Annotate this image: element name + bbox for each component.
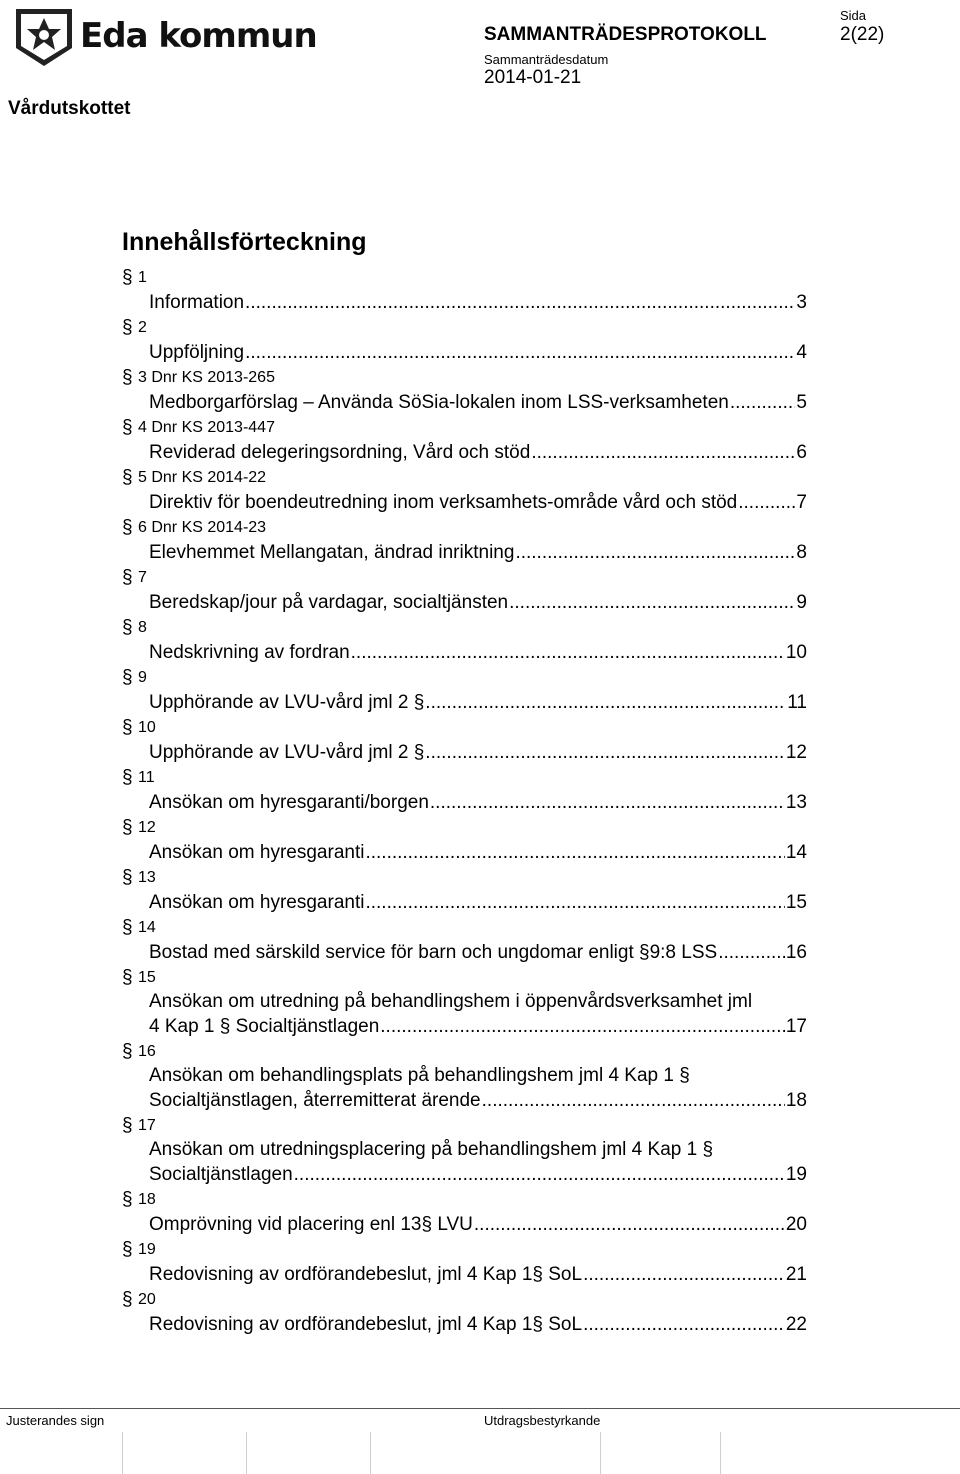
toc-entry-title: Ansökan om hyresgaranti <box>149 892 365 913</box>
dot-leader <box>351 640 785 666</box>
section-symbol: § <box>122 567 133 588</box>
toc-entry[interactable] <box>122 616 807 666</box>
toc-entry[interactable] <box>122 266 807 316</box>
dot-leader <box>509 590 795 616</box>
signature-box <box>246 1432 247 1474</box>
signature-box <box>122 1432 123 1474</box>
toc-entry[interactable] <box>122 1238 807 1288</box>
toc-entry[interactable] <box>122 866 807 916</box>
toc-entry-number <box>122 516 807 540</box>
toc-entry[interactable] <box>122 466 807 516</box>
section-symbol: § <box>122 617 133 638</box>
toc-entry-number <box>122 466 807 490</box>
entry-number-text: 11 <box>138 769 155 786</box>
toc-entry[interactable] <box>122 316 807 366</box>
toc-entry-line <box>149 1014 807 1040</box>
toc-entry-number <box>122 316 807 340</box>
toc-entry-line <box>149 1162 807 1188</box>
dot-leader <box>474 1212 785 1238</box>
toc-entry[interactable] <box>122 1114 807 1188</box>
toc-entry-number <box>122 1238 807 1262</box>
dot-leader <box>425 690 786 716</box>
section-symbol: § <box>122 467 133 488</box>
toc-entry-page: 18 <box>785 1090 807 1111</box>
brand-name: Eda kommun <box>80 16 317 56</box>
toc-entry-number <box>122 966 807 990</box>
toc-entry-title-line: Ansökan om utredningsplacering på behandlingshem jml 4 Kap 1 § <box>149 1139 714 1160</box>
toc-entry-page: 15 <box>785 892 807 913</box>
section-symbol: § <box>122 717 133 738</box>
toc-entry-title: Bostad med särskild service för barn och ungdomar enligt §9:8 LSS <box>149 942 718 963</box>
toc-entry-line <box>149 690 807 716</box>
table-of-contents <box>122 266 807 1338</box>
section-symbol: § <box>122 767 133 788</box>
toc-entry-line <box>149 390 807 416</box>
toc-entry-title-line: Ansökan om behandlingsplats på behandlingshem jml 4 Kap 1 § <box>149 1065 690 1086</box>
entry-number-text: 20 <box>138 1291 156 1308</box>
toc-entry-number <box>122 366 807 390</box>
section-symbol: § <box>122 517 133 538</box>
section-symbol: § <box>122 1115 133 1136</box>
dot-leader <box>245 340 795 366</box>
entry-number-text: 1 <box>138 269 147 286</box>
toc-entry-title: Information <box>149 292 245 313</box>
toc-entry-line <box>149 640 807 666</box>
dot-leader <box>730 390 796 416</box>
toc-entry-number <box>122 816 807 840</box>
toc-entry-number <box>122 1114 807 1138</box>
toc-entry[interactable] <box>122 916 807 966</box>
toc-entry[interactable] <box>122 666 807 716</box>
toc-entry-line <box>149 740 807 766</box>
entry-number-text: 8 <box>138 619 147 636</box>
dot-leader <box>425 740 785 766</box>
entry-number-text: 17 <box>138 1117 156 1134</box>
toc-entry-line <box>149 940 807 966</box>
toc-entry-page: 12 <box>785 742 807 763</box>
section-symbol: § <box>122 817 133 838</box>
toc-entry-line <box>149 1212 807 1238</box>
section-symbol: § <box>122 417 133 438</box>
toc-entry-line <box>149 1312 807 1338</box>
toc-entry-line <box>149 790 807 816</box>
footer-divider <box>0 1408 960 1409</box>
entry-number-text: 18 <box>138 1191 156 1208</box>
toc-entry-title: Redovisning av ordförandebeslut, jml 4 Kap 1§ SoL <box>149 1264 583 1285</box>
section-symbol: § <box>122 1289 133 1310</box>
toc-entry-title: Direktiv för boendeutredning inom verksamhets-område vård och stöd <box>149 492 738 513</box>
footer-sign-label: Justerandes sign <box>6 1413 105 1428</box>
toc-entry-line <box>149 840 807 866</box>
toc-entry[interactable] <box>122 766 807 816</box>
signature-box <box>370 1432 371 1474</box>
toc-entry-title: Beredskap/jour på vardagar, socialtjänsten <box>149 592 509 613</box>
toc-entry-number <box>122 1188 807 1212</box>
toc-entry-page: 13 <box>785 792 807 813</box>
toc-entry-line <box>149 1262 807 1288</box>
toc-entry-page: 9 <box>796 592 807 613</box>
entry-number-text: 16 <box>138 1043 156 1060</box>
entry-number-text: 9 <box>138 669 147 686</box>
toc-entry-line <box>149 290 807 316</box>
toc-entry-page: 19 <box>785 1164 807 1185</box>
toc-entry-number <box>122 666 807 690</box>
toc-entry-title: 4 Kap 1 § Socialtjänstlagen <box>149 1016 380 1037</box>
section-symbol: § <box>122 667 133 688</box>
toc-entry-line <box>149 440 807 466</box>
entry-number-text: 12 <box>138 819 156 836</box>
toc-entry-title: Uppföljning <box>149 342 245 363</box>
dot-leader <box>531 440 795 466</box>
toc-entry-page: 8 <box>796 542 807 563</box>
toc-entry-page: 3 <box>796 292 807 313</box>
toc-entry-title: Upphörande av LVU-vård jml 2 § <box>149 692 425 713</box>
toc-entry-title: Omprövning vid placering enl 13§ LVU <box>149 1214 473 1235</box>
entry-number-text: 15 <box>138 969 156 986</box>
entry-number-text: 6 Dnr KS 2014-23 <box>138 519 267 536</box>
dot-leader <box>583 1262 785 1288</box>
entry-number-text: 19 <box>138 1241 156 1258</box>
toc-entry-page: 11 <box>787 692 807 713</box>
toc-entry-title: Redovisning av ordförandebeslut, jml 4 Kap 1§ SoL <box>149 1314 583 1335</box>
toc-entry-number <box>122 766 807 790</box>
dot-leader <box>430 790 785 816</box>
toc-entry[interactable] <box>122 416 807 466</box>
dot-leader <box>380 1014 785 1040</box>
dot-leader <box>738 490 795 516</box>
toc-entry-page: 7 <box>796 492 807 513</box>
toc-entry-page: 14 <box>785 842 807 863</box>
toc-entry[interactable] <box>122 366 807 416</box>
entry-number-text: 2 <box>138 319 147 336</box>
footer-extract-label: Utdragsbestyrkande <box>484 1413 601 1428</box>
session-date-label: Sammanträdesdatum <box>484 52 609 67</box>
toc-entry-line <box>149 890 807 916</box>
dot-leader <box>515 540 795 566</box>
committee-name: Vårdutskottet <box>8 98 131 119</box>
toc-entry-line <box>149 490 807 516</box>
toc-entry-title: Medborgarförslag – Använda SöSia-lokalen inom LSS-verksamheten <box>149 392 729 413</box>
entry-number-text: 3 Dnr KS 2013-265 <box>138 369 275 386</box>
entry-number-text: 5 Dnr KS 2014-22 <box>138 469 267 486</box>
toc-entry[interactable] <box>122 816 807 866</box>
toc-entry-line <box>149 590 807 616</box>
section-symbol: § <box>122 867 133 888</box>
page-label: Sida <box>840 8 867 23</box>
document-type: SAMMANTRÄDESPROTOKOLL <box>484 24 767 45</box>
toc-title: Innehållsförteckning <box>122 228 367 256</box>
entry-number-text: 10 <box>138 719 156 736</box>
toc-entry[interactable] <box>122 716 807 766</box>
toc-entry-title: Nedskrivning av fordran <box>149 642 350 663</box>
toc-entry-title: Upphörande av LVU-vård jml 2 § <box>149 742 425 763</box>
toc-entry[interactable] <box>122 966 807 1040</box>
toc-entry-title-line: Ansökan om utredning på behandlingshem i öppenvårdsverksamhet jml <box>149 991 753 1012</box>
section-symbol: § <box>122 267 133 288</box>
toc-entry[interactable] <box>122 1188 807 1238</box>
section-symbol: § <box>122 1189 133 1210</box>
toc-entry-title: Ansökan om hyresgaranti/borgen <box>149 792 429 813</box>
toc-entry[interactable] <box>122 1040 807 1114</box>
toc-entry-page: 21 <box>785 1264 807 1285</box>
signature-box <box>600 1432 601 1474</box>
toc-entry-page: 16 <box>785 942 807 963</box>
dot-leader <box>718 940 785 966</box>
toc-entry-title: Ansökan om hyresgaranti <box>149 842 365 863</box>
toc-entry-number <box>122 566 807 590</box>
toc-entry-number <box>122 416 807 440</box>
toc-entry-page: 17 <box>785 1016 807 1037</box>
toc-entry-page: 6 <box>796 442 807 463</box>
entry-number-text: 13 <box>138 869 156 886</box>
toc-entry-line <box>149 340 807 366</box>
dot-leader <box>482 1088 785 1114</box>
section-symbol: § <box>122 1239 133 1260</box>
toc-entry-line <box>149 540 807 566</box>
dot-leader <box>365 840 784 866</box>
toc-entry-number <box>122 716 807 740</box>
section-symbol: § <box>122 967 133 988</box>
section-symbol: § <box>122 1041 133 1062</box>
entry-number-text: 7 <box>138 569 147 586</box>
toc-entry-page: 22 <box>785 1314 807 1335</box>
entry-number-text: 14 <box>138 919 156 936</box>
toc-entry-number <box>122 866 807 890</box>
toc-entry[interactable] <box>122 516 807 566</box>
dot-leader <box>245 290 795 316</box>
toc-entry-number <box>122 1288 807 1312</box>
toc-entry-page: 20 <box>785 1214 807 1235</box>
toc-entry-page: 10 <box>785 642 807 663</box>
dot-leader <box>365 890 784 916</box>
toc-entry-number <box>122 1040 807 1064</box>
toc-entry-page: 4 <box>796 342 807 363</box>
session-date: 2014-01-21 <box>484 67 582 88</box>
toc-entry[interactable] <box>122 566 807 616</box>
toc-entry-number <box>122 616 807 640</box>
dot-leader <box>294 1162 785 1188</box>
signature-box <box>720 1432 721 1474</box>
section-symbol: § <box>122 367 133 388</box>
toc-entry-number <box>122 916 807 940</box>
dot-leader <box>583 1312 785 1338</box>
section-symbol: § <box>122 917 133 938</box>
toc-entry[interactable] <box>122 1288 807 1338</box>
section-symbol: § <box>122 317 133 338</box>
toc-entry-page: 5 <box>796 392 807 413</box>
toc-entry-title: Socialtjänstlagen, återremitterat ärende <box>149 1090 481 1111</box>
toc-entry-title: Elevhemmet Mellangatan, ändrad inriktning <box>149 542 515 563</box>
toc-entry-title: Reviderad delegeringsordning, Vård och stöd <box>149 442 531 463</box>
toc-entry-title: Socialtjänstlagen <box>149 1164 293 1185</box>
toc-entry-line <box>149 1088 807 1114</box>
page-number: 2(22) <box>840 24 885 45</box>
entry-number-text: 4 Dnr KS 2013-447 <box>138 419 275 436</box>
toc-entry-number <box>122 266 807 290</box>
